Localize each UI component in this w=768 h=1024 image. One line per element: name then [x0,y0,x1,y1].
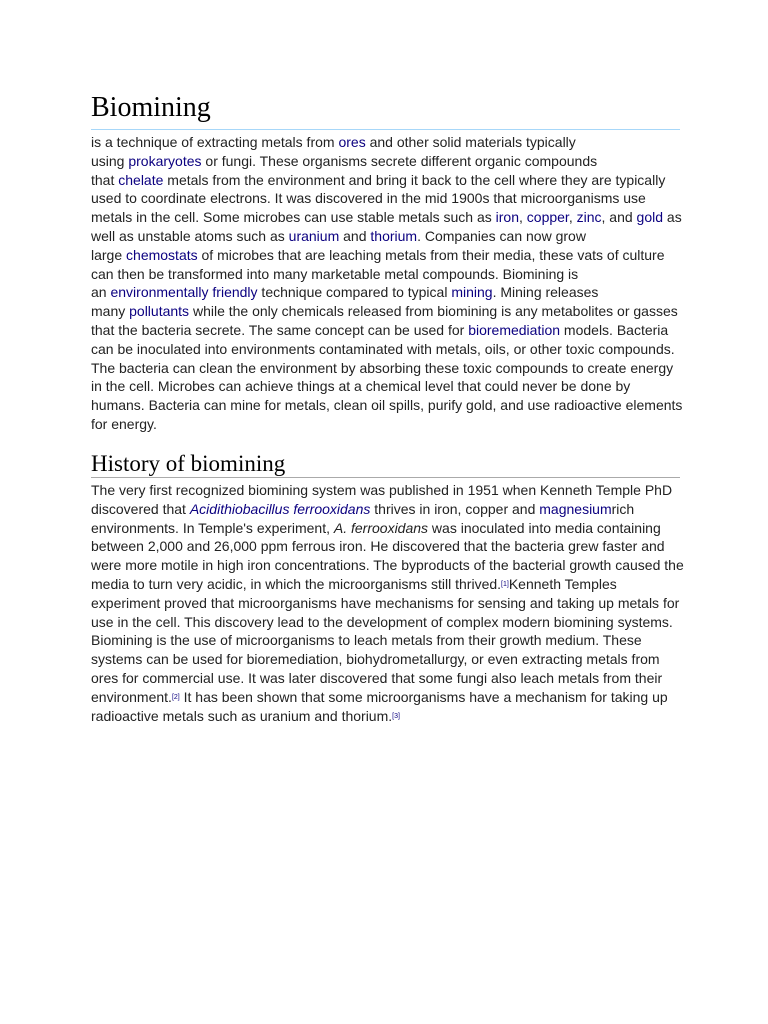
link-bioremediation[interactable]: bioremediation [468,321,561,338]
text-line: metals in the cell. Some microbes can use stable metals such as iron, copper, zinc, and gold as [91,209,682,226]
link-chelate[interactable]: chelate [118,171,164,188]
history-paragraph [91,481,683,725]
text-line: an environmentally friendly technique compared to typical mining. Mining releases [91,284,599,301]
text-line: systems can be used for bioremediation, biohydrometallurgy, or even extracting metals from [91,651,660,668]
link-mining[interactable]: mining [451,284,493,301]
text-line: The very first recognized biomining system was published in 1951 when Kenneth Temple PhD [91,482,673,498]
section-heading-history: History of biomining [91,451,286,476]
title-underline [91,129,680,130]
link-environmentally-friendly[interactable]: environmentally friendly [110,284,258,301]
link-zinc[interactable]: zinc [576,209,602,226]
text-line: radioactive metals such as uranium and thorium.[3] [91,707,400,724]
text-line: use in the cell. This discovery lead to the development of complex modern biomining systems. [91,613,673,630]
text-line: can then be transformed into many marketable metal compounds. Biomining is [91,265,579,282]
text-line: The bacteria can clean the environment by absorbing these toxic compounds to create energy [91,359,674,376]
link-ores[interactable]: ores [338,134,366,150]
link-thorium[interactable]: thorium [370,227,418,244]
text-line: ores for commercial use. It was later discovered that some fungi also leach metals from their [91,669,663,686]
species-name: A. ferrooxidans [333,519,429,536]
link-chemostats[interactable]: chemostats [126,246,198,263]
citation-2-link[interactable]: [2] [171,693,180,701]
page-title: Biomining [91,92,211,123]
text-line: using prokaryotes or fungi. These organisms secrete different organic compounds [91,152,598,169]
text-line: that chelate metals from the environment and bring it back to the cell where they are typically [91,171,666,188]
link-pollutants[interactable]: pollutants [129,303,190,320]
citation-3-link[interactable]: [3] [392,712,400,720]
intro-paragraph [91,133,683,434]
link-iron[interactable]: iron [495,209,519,226]
text-line: experiment proved that microorganisms have mechanisms for sensing and taking up metals for [91,594,680,611]
text-line: between 2,000 and 26,000 ppm ferrous iron. He discovered that the bacteria grew faster and [91,538,665,555]
text-line: that the bacteria secrete. The same concept can be used for bioremediation models. Bacteria [91,321,669,338]
section-underline [91,477,680,478]
citation-1-link[interactable]: [1] [501,580,509,588]
text-line: discovered that Acidithiobacillus ferrooxidans thrives in iron, copper and magnesiumrich [91,500,635,517]
text-line: in the cell. Microbes can achieve things at a chemical level that could never be done by [91,378,631,395]
text-line: were more motile in high iron concentrations. The byproducts of the bacterial growth caused the [91,557,684,574]
text-line: for energy. [91,415,157,432]
text-line: humans. Bacteria can mine for metals, clean oil spills, purify gold, and use radioactive elements [91,397,683,414]
link-acidithiobacillus-ferrooxidans[interactable]: Acidithiobacillus ferrooxidans [189,500,371,517]
text-line: environments. In Temple's experiment, A. ferrooxidans was inoculated into media containing [91,519,661,536]
text-line: many pollutants while the only chemicals released from biomining is any metabolites or gasses [91,303,678,320]
text-line: environment.[2] It has been shown that some microorganisms have a mechanism for taking up [91,688,668,705]
link-copper[interactable]: copper [526,209,569,226]
text-line: used to coordinate electrons. It was discovered in the mid 1900s that microorganisms use [91,190,646,207]
link-magnesium[interactable]: magnesium [539,500,612,517]
text-line: Biomining is the use of microorganisms to leach metals from their growth medium. These [91,632,642,649]
link-prokaryotes[interactable]: prokaryotes [128,152,202,169]
text-line: well as unstable atoms such as uranium and thorium. Companies can now grow [91,227,586,244]
text-line: large chemostats of microbes that are leaching metals from their media, these vats of culture [91,246,665,263]
link-uranium[interactable]: uranium [288,227,340,244]
text-line: media to turn very acidic, in which the microorganisms still thrived.[1]Kenneth Temples [91,575,617,592]
text-line: is a technique of extracting metals from ores and other solid materials typically [91,134,576,150]
text-line: can be inoculated into environments contaminated with metals, oils, or other toxic compounds. [91,340,675,357]
link-gold[interactable]: gold [636,209,664,226]
